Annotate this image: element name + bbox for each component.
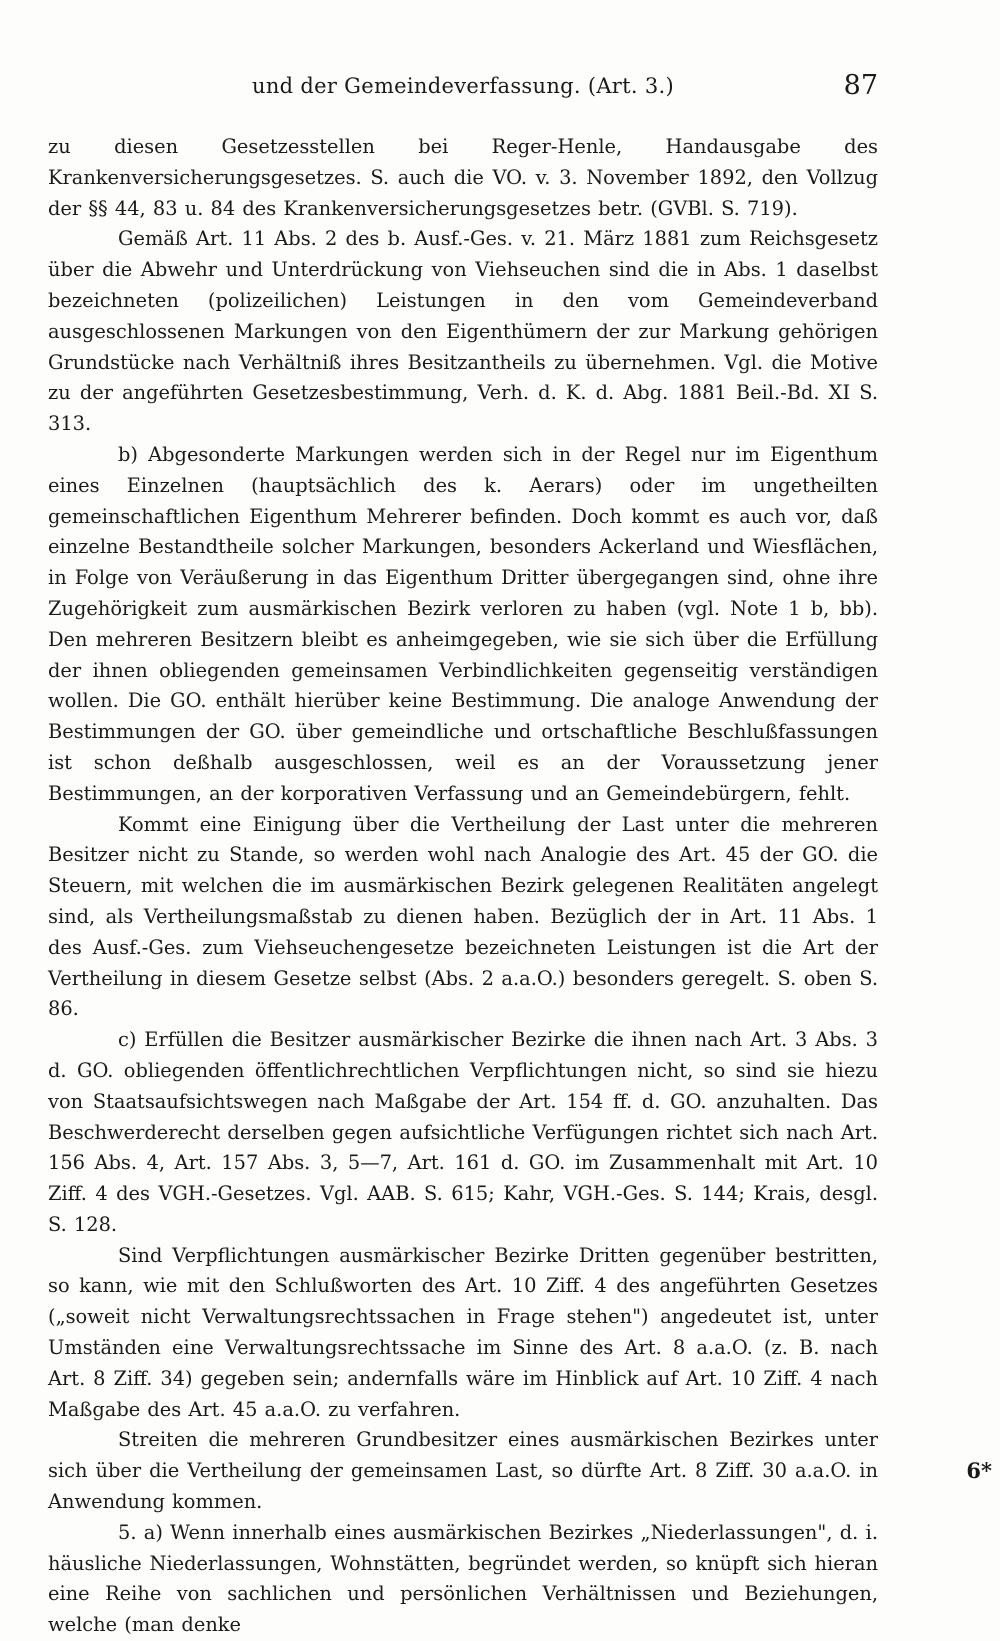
paragraph-2: Gemäß Art. 11 Abs. 2 des b. Ausf.-Ges. v. 21. März 1881 zum Reichsgesetz über die Abwehr und Unterdrückung von Viehseuchen sind die in Abs. 1 daselbst bezeichneten (polizeilichen) Leistungen in den vom Gemeindeverband ausgeschlossenen Markungen von den Eigenthümern der zur Markung gehörigen Grundstücke nach Verhältniß ihres Besitzantheils zu übernehmen. Vgl. die Motive zu der angeführten Gesetzesbestimmung, Verh. d. K. d. Abg. 1881 Beil.-Bd. XI S. 313.	[48, 227, 878, 436]
paragraph-5: c) Erfüllen die Besitzer ausmärkischer Bezirke die ihnen nach Art. 3 Abs. 3 d. GO. obliegenden öffentlichrechtlichen Verpflichtungen nicht, so sind sie hiezu von Staatsaufsichtswegen nach Maßgabe der Art. 154 ff. d. GO. anzuhalten. Das Beschwerderecht derselben gegen aufsichtliche Verfügungen richtet sich nach Art. 156 Abs. 4, Art. 157 Abs. 3, 5—7, Art. 161 d. GO. im Zusammenhalt mit Art. 10 Ziff. 4 des VGH.-Gesetzes. Vgl. AAB. S. 615; Kahr, VGH.-Ges. S. 144; Krais, desgl. S. 128.	[48, 1028, 878, 1236]
page-number: 87	[843, 70, 878, 101]
paragraph-4: Kommt eine Einigung über die Vertheilung der Last unter die mehreren Besitzer nicht zu Stande, so werden wohl nach Analogie des Art. 45 der GO. die Steuern, mit welchen die im ausmärkischen Bezirk gelegenen Realitäten angelegt sind, als Vertheilungsmaßstab zu dienen haben. Bezüglich der in Art. 11 Abs. 1 des Ausf.-Ges. zum Viehseuchengesetze bezeichneten Leistungen ist die Art der Vertheilung in diesem Gesetze selbst (Abs. 2 a.a.O.) besonders geregelt. S. oben S. 86.	[48, 812, 878, 1021]
running-head: und der Gemeindeverfassung. (Art. 3.)	[252, 74, 674, 98]
paragraph-8: 5. a) Wenn innerhalb eines ausmärkischen Bezirkes „Niederlassungen", d. i. häusliche Niederlassungen, Wohnstätten, begründet werden, so knüpft sich hieran eine Reihe von sachlichen und persönlichen Verhältnissen und Beziehungen, welche (man denke	[48, 1520, 878, 1637]
page	[48, 70, 878, 1641]
signature-mark: 6*	[966, 1458, 992, 1483]
body-text	[48, 132, 878, 1641]
paragraph-1: zu diesen Gesetzesstellen bei Reger-Henle, Handausgabe des Krankenversicherungsgesetzes. S. auch die VO. v. 3. November 1892, den Vollzug der §§ 44, 83 u. 84 des Krankenversicherungsgesetzes betr. (GVBl. S. 719).	[48, 135, 878, 220]
paragraph-7: Streiten die mehreren Grundbesitzer eines ausmärkischen Bezirkes unter sich über die Vertheilung der gemeinsamen Last, so dürfte Art. 8 Ziff. 30 a.a.O. in Anwendung kommen.	[48, 1428, 878, 1514]
paragraph-3: b) Abgesonderte Markungen werden sich in der Regel nur im Eigenthum eines Einzelnen (hauptsächlich des k. Aerars) oder im ungetheilten gemeinschaftlichen Eigenthum Mehrerer befinden. Doch kommt es auch vor, daß einzelne Bestandtheile solcher Markungen, besonders Ackerland und Wiesflächen, in Folge von Veräußerung in das Eigenthum Dritter übergegangen sind, ohne ihre Zugehörigkeit zum ausmärkischen Bezirk verloren zu haben (vgl. Note 1 b, bb). Den mehreren Besitzern bleibt es anheimgegeben, wie sie sich über die Erfüllung der ihnen obliegenden gemeinsamen Verbindlichkeiten gegenseitig verständigen wollen. Die GO. enthält hierüber keine Bestimmung. Die analoge Anwendung der Bestimmungen der GO. über gemeindliche und ortschaftliche Beschlußfassungen ist schon deßhalb ausgeschlossen, weil es an der Voraussetzung jener Bestimmungen, an der korporativen Verfassung und an Gemeindebürgern, fehlt.	[48, 442, 878, 805]
page-header	[48, 70, 878, 110]
paragraph-6: Sind Verpflichtungen ausmärkischer Bezirke Dritten gegenüber bestritten, so kann, wie mit den Schlußworten des Art. 10 Ziff. 4 des angeführten Gesetzes („soweit nicht Verwaltungsrechtssachen in Frage stehen") angedeutet ist, unter Umständen eine Verwaltungsrechtssache im Sinne des Art. 8 a.a.O. (z. B. nach Art. 8 Ziff. 34) gegeben sein; andernfalls wäre im Hinblick auf Art. 10 Ziff. 4 nach Maßgabe des Art. 45 a.a.O. zu verfahren.	[48, 1243, 878, 1421]
